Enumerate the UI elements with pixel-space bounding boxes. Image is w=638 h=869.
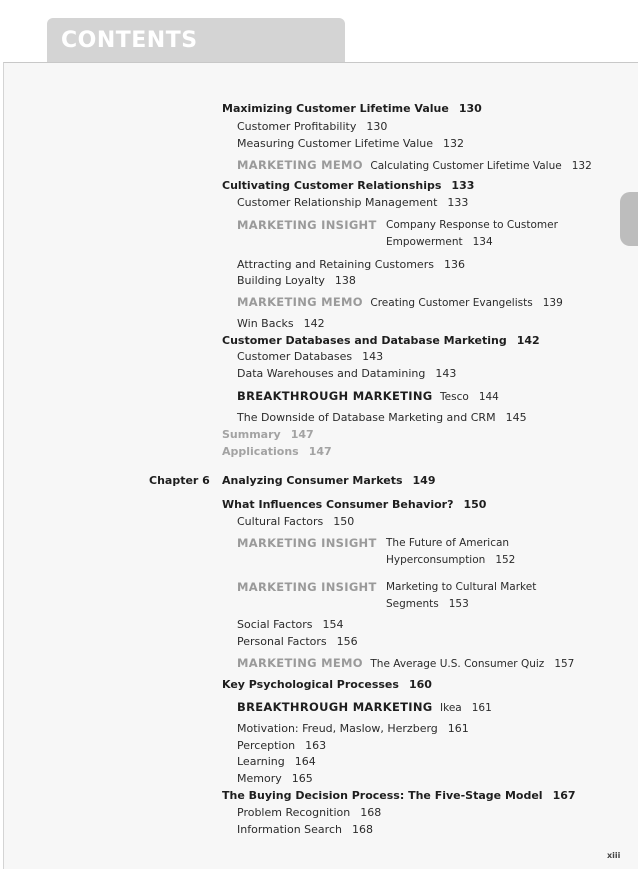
page-number: 132 (571, 160, 592, 172)
entry-text: Maximizing Customer Lifetime Value (222, 102, 449, 115)
feature-label: BREAKTHROUGH MARKETING (237, 700, 433, 714)
toc-subsection (237, 274, 356, 288)
entry-text: Company Response to Customer (386, 219, 558, 231)
page-number: 147 (290, 428, 314, 441)
page-number: 136 (443, 258, 465, 271)
feature-label: BREAKTHROUGH MARKETING (237, 389, 433, 403)
page-number: 130 (458, 102, 482, 115)
toc-feature-box (237, 295, 563, 310)
entry-text: The Buying Decision Process: The Five-Stage Model (222, 789, 543, 802)
entry-text: Problem Recognition (237, 806, 351, 819)
feature-label: MARKETING MEMO (237, 295, 363, 309)
entry-text: Attracting and Retaining Customers (237, 258, 434, 271)
entry-text: Social Factors (237, 618, 313, 631)
page-number: 164 (294, 755, 316, 768)
toc-feature-box (237, 580, 377, 595)
toc-subsection (237, 823, 373, 837)
toc-section (222, 179, 474, 193)
page-number: 163 (305, 739, 327, 752)
entry-text: Marketing to Cultural Market (386, 581, 537, 593)
entry-text: Customer Profitability (237, 120, 357, 133)
entry-text: Personal Factors (237, 635, 327, 648)
entry-text: Segments (386, 598, 439, 610)
entry-text: Customer Databases (237, 350, 353, 363)
toc-subsection (237, 772, 313, 786)
toc-subsection (237, 196, 468, 210)
entry-text: Creating Customer Evangelists (370, 297, 533, 309)
toc-section (222, 102, 482, 116)
entry-text: Win Backs (237, 317, 294, 330)
page-number: 150 (333, 515, 355, 528)
toc-subsection (237, 137, 464, 151)
toc-subsection (237, 635, 358, 649)
feature-label: MARKETING MEMO (237, 158, 363, 172)
page-number: 130 (366, 120, 388, 133)
toc-feature-box (237, 656, 574, 671)
page-number: 161 (447, 722, 469, 735)
page-number: 152 (495, 554, 516, 566)
entry-text: Summary (222, 428, 281, 441)
chapter-title (222, 474, 435, 488)
page-number: 165 (291, 772, 313, 785)
toc-section (222, 678, 432, 692)
entry-text: Memory (237, 772, 282, 785)
entry-text: What Influences Consumer Behavior? (222, 498, 454, 511)
entry-text-continued (386, 597, 469, 611)
entry-text: Perception (237, 739, 296, 752)
page-number: 143 (435, 367, 457, 380)
entry-text: Measuring Customer Lifetime Value (237, 137, 434, 150)
entry-text-continued (386, 235, 493, 249)
page-number: 168 (360, 806, 382, 819)
entry-text: Learning (237, 755, 285, 768)
toc-feature-box (237, 536, 377, 551)
toc-subsection (237, 806, 381, 820)
toc-feature-box (237, 158, 592, 173)
entry-text: Cultural Factors (237, 515, 324, 528)
page-number: 156 (336, 635, 358, 648)
entry-text: The Downside of Database Marketing and CRM (237, 411, 496, 424)
toc-subsection (237, 120, 387, 134)
entry-text: Tesco (440, 391, 469, 403)
toc-feature-box (237, 700, 492, 715)
toc-subsection (237, 618, 344, 632)
entry-text: Customer Relationship Management (237, 196, 438, 209)
toc-subsection (237, 755, 316, 769)
page-number: 147 (308, 445, 332, 458)
page-folio: xiii (607, 851, 621, 860)
feature-label: MARKETING INSIGHT (237, 218, 377, 232)
page-title: CONTENTS (61, 28, 198, 53)
toc-subsection (237, 722, 469, 736)
entry-text-continued (386, 553, 515, 567)
page-number: 160 (408, 678, 432, 691)
toc-section (222, 789, 576, 803)
entry-text: Data Warehouses and Datamining (237, 367, 426, 380)
feature-label: MARKETING INSIGHT (237, 536, 377, 550)
page-number: 132 (443, 137, 465, 150)
page-number: 157 (554, 658, 575, 670)
page-number: 133 (451, 179, 475, 192)
page-number: 154 (322, 618, 344, 631)
feature-label: MARKETING MEMO (237, 656, 363, 670)
toc-section (222, 334, 540, 348)
entry-text: Hyperconsumption (386, 554, 486, 566)
page-number: 167 (552, 789, 576, 802)
page-number: 133 (447, 196, 469, 209)
page-number: 150 (463, 498, 487, 511)
entry-text: Calculating Customer Lifetime Value (370, 160, 562, 172)
page-number: 144 (478, 391, 499, 403)
toc-subsection (237, 411, 527, 425)
toc-subsection (237, 367, 456, 381)
toc-subsection (237, 350, 383, 364)
entry-text: Motivation: Freud, Maslow, Herzberg (237, 722, 438, 735)
page-number: 138 (334, 274, 356, 287)
page-edge-marker (620, 192, 638, 246)
toc-section (222, 445, 332, 459)
entry-text: The Average U.S. Consumer Quiz (370, 658, 545, 670)
chapter-label: Chapter 6 (149, 474, 210, 487)
toc-section (222, 428, 314, 442)
page-number: 168 (351, 823, 373, 836)
page-number: 153 (448, 598, 469, 610)
entry-text: Information Search (237, 823, 342, 836)
toc-section (222, 498, 486, 512)
entry-text: Building Loyalty (237, 274, 325, 287)
entry-text: Key Psychological Processes (222, 678, 399, 691)
toc-feature-box (237, 389, 499, 404)
feature-label: MARKETING INSIGHT (237, 580, 377, 594)
toc-subsection (237, 317, 325, 331)
page-number: 161 (471, 702, 492, 714)
page-number: 145 (505, 411, 527, 424)
toc-feature-box (237, 218, 377, 233)
entry-text: Cultivating Customer Relationships (222, 179, 442, 192)
entry-text: Ikea (440, 702, 462, 714)
entry-text: Applications (222, 445, 299, 458)
toc-subsection (237, 515, 354, 529)
entry-text: Customer Databases and Database Marketing (222, 334, 507, 347)
entry-text: Analyzing Consumer Markets (222, 474, 403, 487)
entry-text: Empowerment (386, 236, 463, 248)
page-number: 134 (472, 236, 493, 248)
page-number: 139 (542, 297, 563, 309)
page-number: 142 (516, 334, 540, 347)
page-number: 142 (303, 317, 325, 330)
entry-text: The Future of American (386, 537, 510, 549)
toc-subsection (237, 258, 465, 272)
toc-subsection (237, 739, 326, 753)
page-number: 149 (412, 474, 436, 487)
page-number: 143 (362, 350, 384, 363)
